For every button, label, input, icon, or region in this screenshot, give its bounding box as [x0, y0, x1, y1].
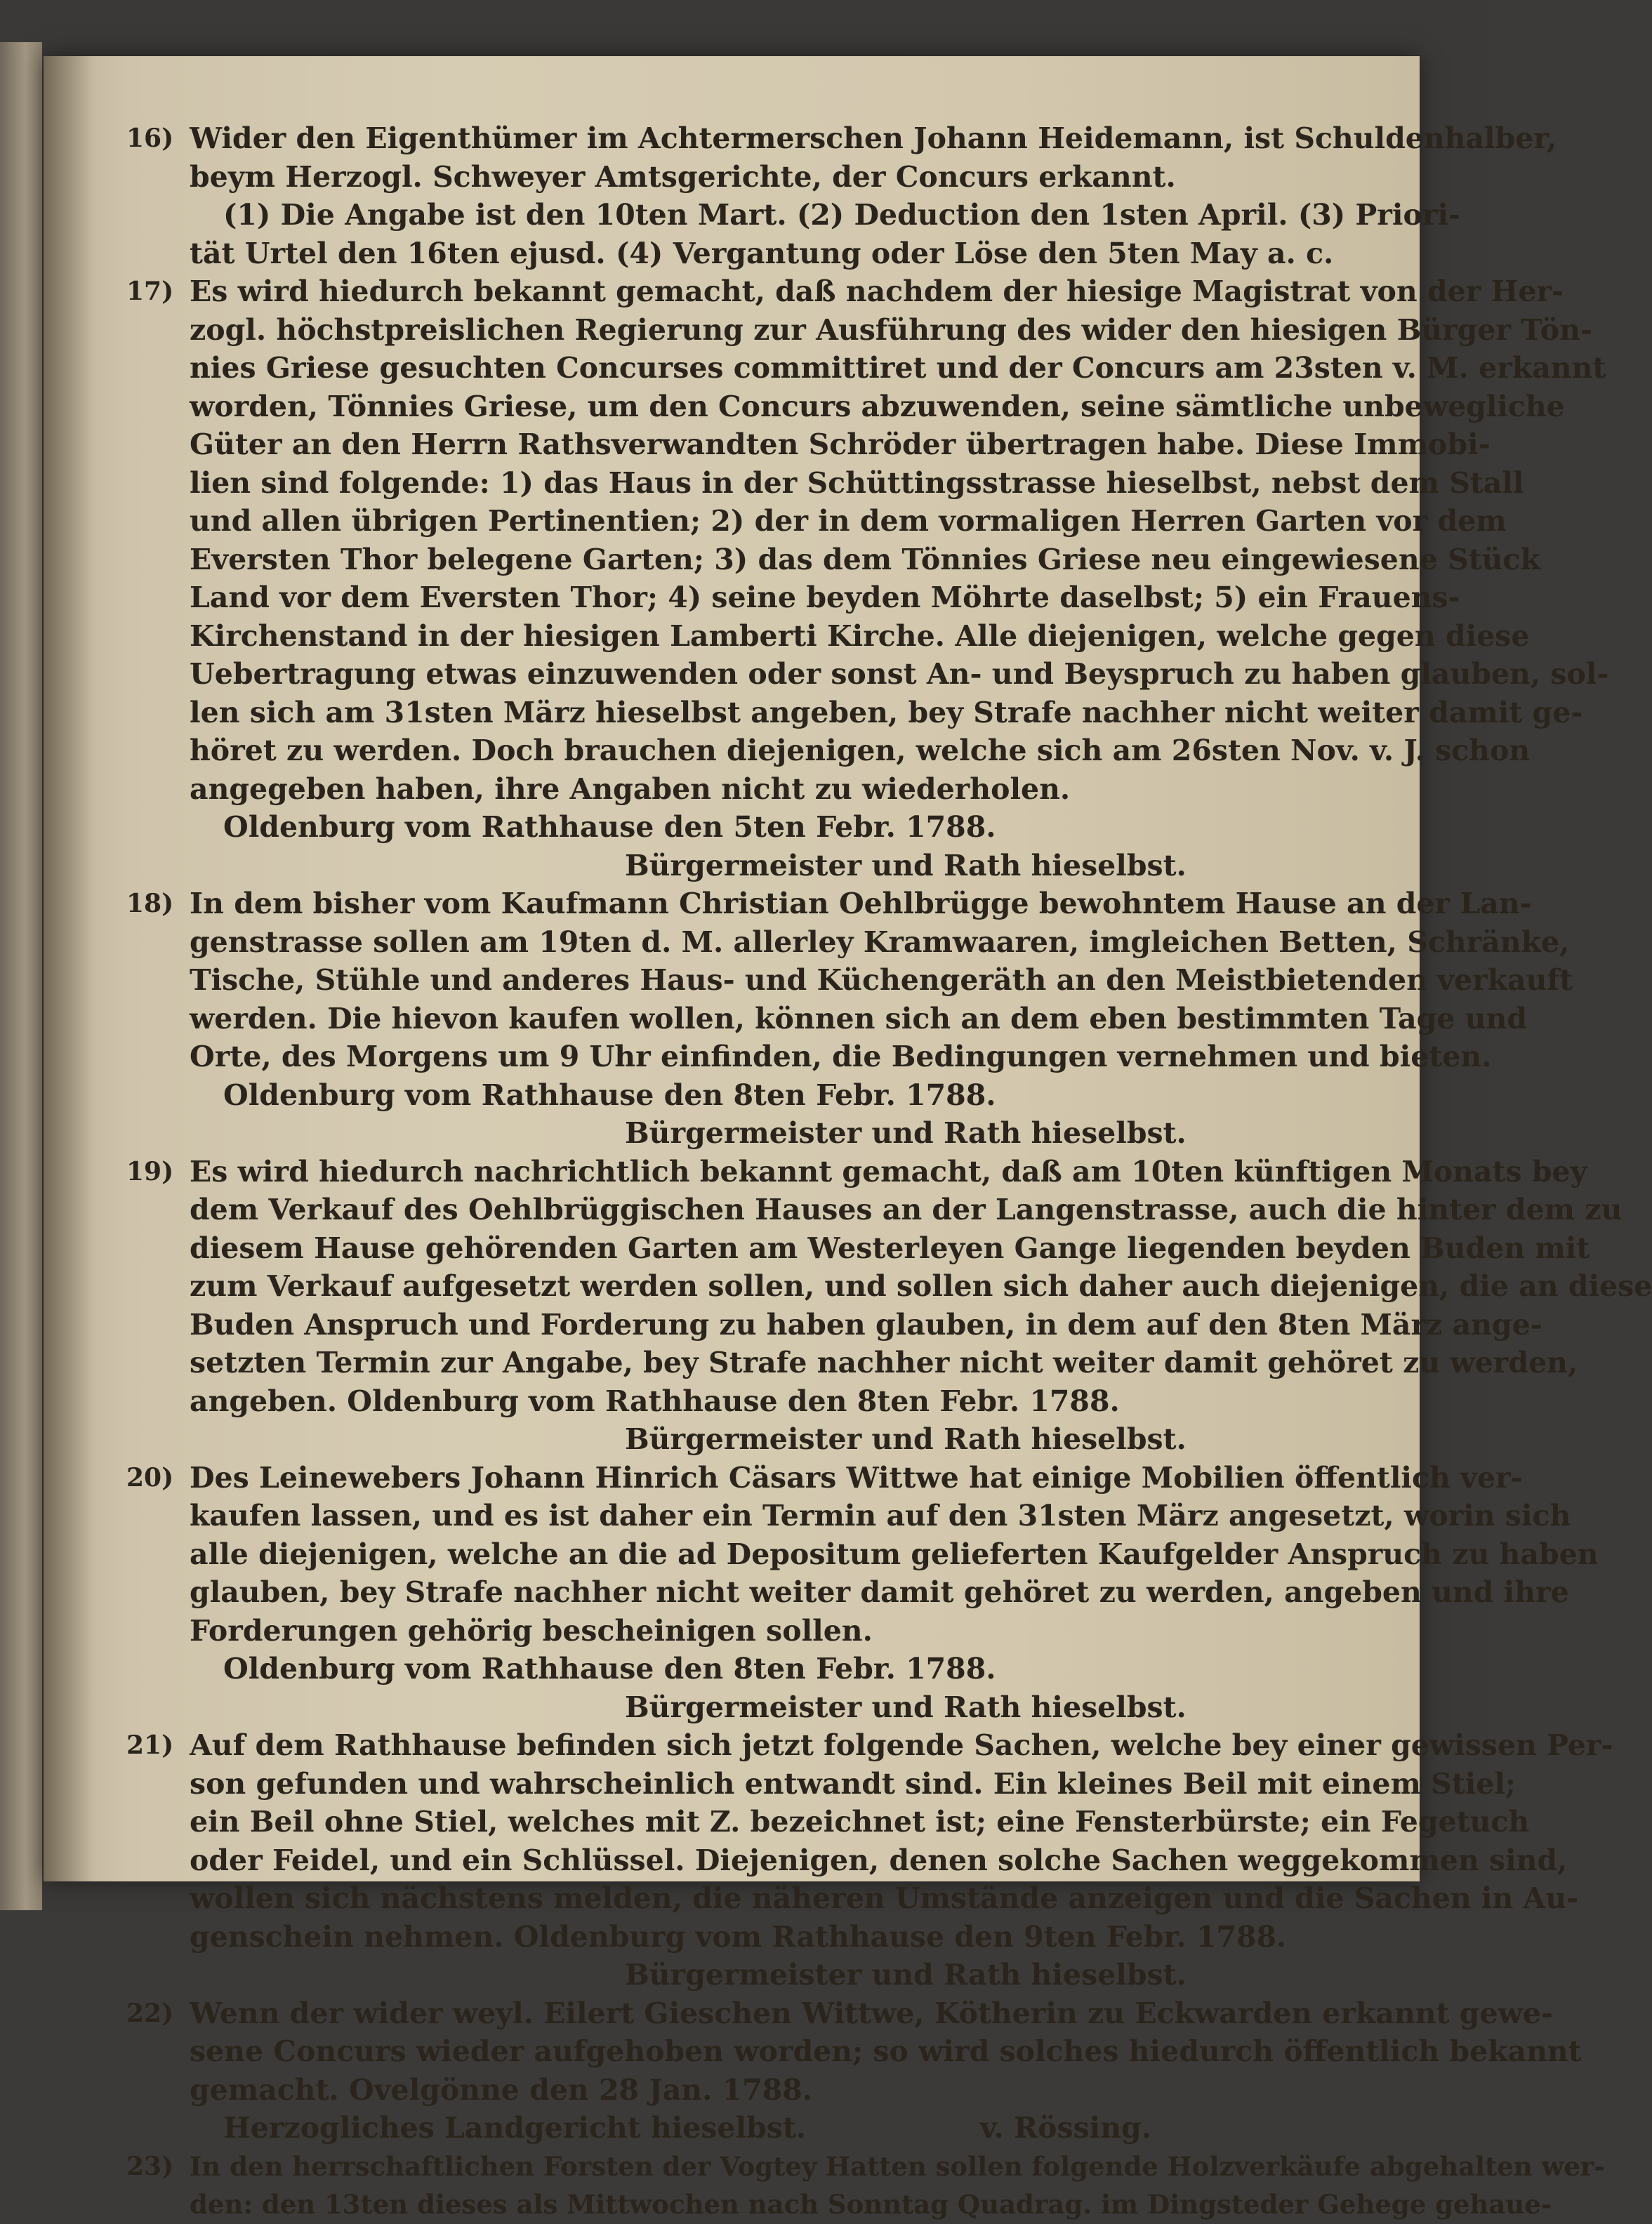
notice-line: In den herrschaftlichen Forsten der Vogtey Hatten sollen folgende Holzverkäufe abgehalten wer- [190, 2150, 1605, 2182]
notice-line: genstrasse sollen am 19ten d. M. allerley Kramwaaren, imgleichen Betten, Schränke, [190, 925, 1570, 959]
notice-line: Orte, des Morgens um 9 Uhr einfinden, die Bedingungen vernehmen und bieten. [190, 1040, 1492, 1073]
notice-line: (1) Die Angabe ist den 10ten Mart. (2) Deduction den 1sten April. (3) Priori- [223, 198, 1460, 232]
notice-line: Es wird hiedurch bekannt gemacht, daß nachdem der hiesige Magistrat von der Her- [190, 274, 1564, 308]
notice-line: Wenn der wider weyl. Eilert Gieschen Wittwe, Kötherin zu Eckwarden erkannt gewe- [190, 1996, 1553, 2030]
notice-line: genschein nehmen. Oldenburg vom Rathhause den 9ten Febr. 1788. [190, 1919, 1287, 1954]
notice-line: Auf dem Rathhause befinden sich jetzt folgende Sachen, welche bey einer gewissen Per- [190, 1728, 1613, 1762]
notice-line: Buden Anspruch und Forderung zu haben glauben, in dem auf den 8ten März ange- [190, 1307, 1542, 1342]
page-gutter-shadow [44, 56, 93, 1881]
notice-line: Es wird hiedurch nachrichtlich bekannt gemacht, daß am 10ten künftigen Monats bey [190, 1154, 1587, 1189]
notice-line: Des Leinewebers Johann Hinrich Cäsars Wittwe hat einige Mobilien öffentlich ver- [190, 1460, 1523, 1495]
notice-line: diesem Hause gehörenden Garten am Westerleyen Gange liegenden beyden Buden mit [190, 1231, 1590, 1265]
notice-signature: Bürgermeister und Rath hieselbst. [625, 1958, 1187, 1992]
notice-line: wollen sich nächstens melden, die näheren Umstände anzeigen und die Sachen in Au- [190, 1881, 1579, 1915]
notice-18 [126, 885, 1573, 1153]
notice-signature-row [190, 2109, 1243, 2147]
notice-line: Uebertragung etwas einzuwenden oder sonst An- und Beyspruch zu haben glauben, sol- [190, 657, 1609, 691]
notice-line: worden, Tönnies Griese, um den Concurs abzuwenden, seine sämtliche unbewegliche [190, 389, 1565, 423]
notice-line: son gefunden und wahrscheinlich entwandt sind. Ein kleines Beil mit einem Stiel; [190, 1766, 1516, 1801]
notice-17 [126, 272, 1609, 885]
notice-number: 16) [126, 124, 174, 153]
notice-signature: Bürgermeister und Rath hieselbst. [625, 1690, 1187, 1724]
notice-line: Land vor dem Eversten Thor; 4) seine beyden Möhrte daselbst; 5) ein Frauens- [190, 581, 1460, 614]
notice-line: Tische, Stühle und anderes Haus- und Küchengeräth an den Meistbietenden verkauft [190, 963, 1573, 997]
notice-line: und allen übrigen Pertinentien; 2) der in dem vormaligen Herren Garten vor dem [190, 504, 1507, 538]
notice-number: 20) [126, 1462, 174, 1492]
notice-line: In dem bisher vom Kaufmann Christian Oehlbrügge bewohntem Hause an der Lan- [190, 887, 1532, 920]
notice-line: alle diejenigen, welche an die ad Depositum gelieferten Kaufgelder Anspruch zu haben [190, 1537, 1599, 1571]
notice-line: höret zu werden. Doch brauchen diejenigen, welche sich am 26sten Nov. v. J. schon [190, 734, 1531, 767]
notice-number: 18) [126, 889, 174, 918]
notice-line: setzten Termin zur Angabe, bey Strafe nachher nicht weiter damit gehöret zu werden, [190, 1346, 1578, 1379]
notice-number: 22) [126, 1998, 174, 2028]
notice-line: glauben, bey Strafe nachher nicht weiter damit gehöret zu werden, angeben und ihre [190, 1575, 1569, 1609]
notice-line: beym Herzogl. Schweyer Amtsgerichte, der Concurs erkannt. [190, 159, 1176, 194]
notice-22 [126, 1994, 1582, 2147]
notice-place-date: Oldenburg vom Rathhause den 5ten Febr. 1788. [223, 810, 996, 844]
notice-16 [126, 119, 1557, 272]
notice-number: 17) [126, 277, 174, 306]
notice-line: tät Urtel den 16ten ejusd. (4) Vergantung oder Löse den 5ten May a. c. [190, 236, 1334, 270]
notice-line: gemacht. Ovelgönne den 28 Jan. 1788. [190, 2072, 813, 2107]
notice-21 [126, 1726, 1613, 1994]
notice-line: ein Beil ohne Stiel, welches mit Z. bezeichnet ist; eine Fensterbürste; ein Fegetuch [190, 1805, 1530, 1839]
notice-line: angeben. Oldenburg vom Rathhause den 8ten Febr. 1788. [190, 1384, 1120, 1418]
notice-line: dem Verkauf des Oehlbrüggischen Hauses an der Langenstrasse, auch die hinter dem zu [190, 1193, 1623, 1226]
page-text [126, 119, 1652, 2224]
notice-number: 19) [126, 1156, 174, 1186]
notice-line: kaufen lassen, und es ist daher ein Termin auf den 31sten März angesetzt, worin sich [190, 1499, 1571, 1533]
notice-place-date: Oldenburg vom Rathhause den 8ten Febr. 1788. [223, 1652, 996, 1686]
notice-line: oder Feidel, und ein Schlüssel. Diejenigen, denen solche Sachen weggekommen sind, [190, 1843, 1568, 1877]
notice-line: Wider den Eigenthümer im Achtermerschen Johann Heidemann, ist Schuldenhalber, [190, 121, 1557, 155]
notice-line: lien sind folgende: 1) das Haus in der Schüttingsstrasse hieselbst, nebst dem Stall [190, 465, 1524, 500]
official-name: v. Rössing. [979, 2111, 1151, 2145]
notice-line: nies Griese gesuchten Concurses committiret und der Concurs am 23sten v. M. erkannt [190, 351, 1606, 385]
notice-line: werden. Die hievon kaufen wollen, können sich an dem eben bestimmten Tage und [190, 1001, 1528, 1035]
notice-19 [126, 1153, 1652, 1459]
notice-place-date: Oldenburg vom Rathhause den 8ten Febr. 1788. [223, 1078, 996, 1112]
notice-line: zum Verkauf aufgesetzt werden sollen, und sollen sich daher auch diejenigen, die an diese [190, 1269, 1652, 1303]
notice-line: den: den 13ten dieses als Mittwochen nach Sonntag Quadrag. im Dingsteder Gehege gehaue- [190, 2189, 1552, 2220]
notice-line: angegeben haben, ihre Angaben nicht zu wiederholen. [190, 772, 1071, 806]
notice-line: len sich am 31sten März hieselbst angeben, bey Strafe nachher nicht weiter damit ge- [190, 695, 1583, 729]
court-name: Herzogliches Landgericht hieselbst. [223, 2111, 807, 2145]
notice-line: zogl. höchstpreislichen Regierung zur Ausführung des wider den hiesigen Bürger Tön- [190, 312, 1592, 347]
notice-line: Eversten Thor belegene Garten; 3) das dem Tönnies Griese neu eingewiesene Stück [190, 542, 1540, 576]
notice-signature: Bürgermeister und Rath hieselbst. [625, 1116, 1187, 1150]
facing-page-edge [0, 42, 42, 1910]
notice-20 [126, 1459, 1599, 1727]
notice-signature: Bürgermeister und Rath hieselbst. [625, 848, 1187, 882]
notice-signature: Bürgermeister und Rath hieselbst. [625, 1422, 1187, 1456]
notice-line: sene Concurs wieder aufgehoben worden; so wird solches hiedurch öffentlich bekannt [190, 2034, 1582, 2068]
notice-line: Forderungen gehörig bescheinigen sollen. [190, 1613, 873, 1648]
notice-line: Güter an den Herrn Rathsverwandten Schröder übertragen habe. Diese Immobi- [190, 428, 1491, 461]
notice-number: 21) [126, 1730, 174, 1760]
notice-23 [126, 2147, 1605, 2224]
notice-number: 23) [126, 2151, 174, 2181]
notice-line: Kirchenstand in der hiesigen Lamberti Kirche. Alle diejenigen, welche gegen diese [190, 618, 1530, 653]
